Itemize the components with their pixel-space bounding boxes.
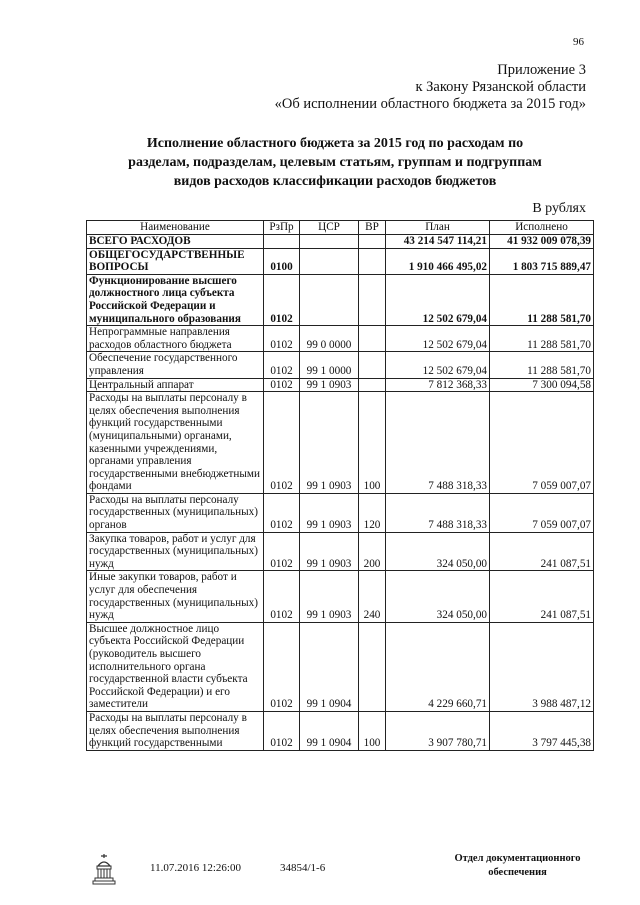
cell-plan: 7 488 318,33 bbox=[386, 493, 490, 532]
title-line-3: видов расходов классификации расходов бюджетов bbox=[173, 174, 497, 189]
cell-csr: 99 1 0903 bbox=[300, 378, 359, 392]
cell-csr: 99 1 0903 bbox=[300, 493, 359, 532]
footer-department bbox=[440, 852, 595, 880]
cell-done: 7 300 094,58 bbox=[490, 378, 594, 392]
appendix-line-2: к Закону Рязанской области bbox=[415, 79, 586, 95]
cell-done: 3 988 487,12 bbox=[490, 622, 594, 711]
cell-rzpr: 0102 bbox=[264, 711, 300, 750]
header-plan: План bbox=[386, 221, 490, 235]
cell-name: Расходы на выплаты персоналу в целях обеспечения выполнения функций государственными bbox=[87, 711, 264, 750]
cell-name: ОБЩЕГОСУДАРСТВЕННЫЕ ВОПРОСЫ bbox=[87, 248, 264, 274]
table-row bbox=[87, 378, 594, 392]
cell-done: 241 087,51 bbox=[490, 571, 594, 622]
cell-csr: 99 1 0903 bbox=[300, 532, 359, 571]
cell-csr: 99 1 0000 bbox=[300, 352, 359, 378]
cell-rzpr bbox=[264, 235, 300, 249]
cell-name: Закупка товаров, работ и услуг для государственных (муниципальных) нужд bbox=[87, 532, 264, 571]
document-title bbox=[100, 134, 570, 191]
cell-name: Расходы на выплаты персоналу в целях обеспечения выполнения функций государственными (муниципальными) органами, казенными учреждениями, органами управления государственными внебюджетными фондами bbox=[87, 392, 264, 494]
cell-name: Высшее должностное лицо субъекта Российской Федерации (руководитель высшего исполнительного органа государственной власти субъекта Российской Федерации) и его заместители bbox=[87, 622, 264, 711]
cell-vr bbox=[359, 622, 386, 711]
cell-vr bbox=[359, 378, 386, 392]
table-row bbox=[87, 392, 594, 494]
footer-dept-line-2: обеспечения bbox=[488, 867, 547, 878]
cell-done: 3 797 445,38 bbox=[490, 711, 594, 750]
cell-plan: 4 229 660,71 bbox=[386, 622, 490, 711]
cell-rzpr: 0102 bbox=[264, 493, 300, 532]
cell-csr bbox=[300, 235, 359, 249]
currency-note: В рублях bbox=[532, 201, 586, 216]
footer-date: 11.07.2016 12:26:00 bbox=[150, 862, 241, 874]
cell-vr: 200 bbox=[359, 532, 386, 571]
cell-done: 11 288 581,70 bbox=[490, 274, 594, 325]
table-header-row bbox=[87, 221, 594, 235]
cell-plan: 12 502 679,04 bbox=[386, 326, 490, 352]
cell-rzpr: 0102 bbox=[264, 571, 300, 622]
cell-plan: 324 050,00 bbox=[386, 532, 490, 571]
cell-rzpr: 0102 bbox=[264, 274, 300, 325]
cell-rzpr: 0102 bbox=[264, 392, 300, 494]
table-row bbox=[87, 532, 594, 571]
table-row bbox=[87, 711, 594, 750]
cell-name: Расходы на выплаты персоналу государственных (муниципальных) органов bbox=[87, 493, 264, 532]
table-row bbox=[87, 235, 594, 249]
cell-name: Обеспечение государственного управления bbox=[87, 352, 264, 378]
cell-plan: 7 812 368,33 bbox=[386, 378, 490, 392]
cell-rzpr: 0102 bbox=[264, 532, 300, 571]
cell-vr bbox=[359, 352, 386, 378]
table-row bbox=[87, 571, 594, 622]
cell-name: Центральный аппарат bbox=[87, 378, 264, 392]
budget-table bbox=[86, 220, 594, 751]
cell-rzpr: 0102 bbox=[264, 352, 300, 378]
cell-vr bbox=[359, 248, 386, 274]
cell-plan: 1 910 466 495,02 bbox=[386, 248, 490, 274]
cell-vr bbox=[359, 326, 386, 352]
cell-name: Иные закупки товаров, работ и услуг для обеспечения государственных (муниципальных) нужд bbox=[87, 571, 264, 622]
cell-done: 11 288 581,70 bbox=[490, 352, 594, 378]
cell-plan: 324 050,00 bbox=[386, 571, 490, 622]
cell-csr: 99 1 0903 bbox=[300, 392, 359, 494]
header-done: Исполнено bbox=[490, 221, 594, 235]
appendix-line-1: Приложение 3 bbox=[497, 62, 586, 78]
cell-csr: 99 1 0904 bbox=[300, 622, 359, 711]
cell-done: 7 059 007,07 bbox=[490, 392, 594, 494]
title-line-2: разделам, подразделам, целевым статьям, группам и подгруппам bbox=[128, 155, 542, 170]
cell-done: 11 288 581,70 bbox=[490, 326, 594, 352]
cell-done: 7 059 007,07 bbox=[490, 493, 594, 532]
cell-name: ВСЕГО РАСХОДОВ bbox=[87, 235, 264, 249]
cell-vr: 120 bbox=[359, 493, 386, 532]
cell-csr bbox=[300, 274, 359, 325]
cell-csr: 99 1 0904 bbox=[300, 711, 359, 750]
cell-vr: 100 bbox=[359, 392, 386, 494]
header-csr: ЦСР bbox=[300, 221, 359, 235]
cell-csr bbox=[300, 248, 359, 274]
cell-rzpr: 0102 bbox=[264, 622, 300, 711]
table-row bbox=[87, 274, 594, 325]
cell-rzpr: 0100 bbox=[264, 248, 300, 274]
appendix-header bbox=[275, 62, 586, 113]
cell-vr bbox=[359, 274, 386, 325]
table-row bbox=[87, 622, 594, 711]
cell-csr: 99 0 0000 bbox=[300, 326, 359, 352]
cell-vr bbox=[359, 235, 386, 249]
cell-rzpr: 0102 bbox=[264, 326, 300, 352]
cell-plan: 7 488 318,33 bbox=[386, 392, 490, 494]
cell-name: Функционирование высшего должностного лица субъекта Российской Федерации и муниципального образования bbox=[87, 274, 264, 325]
table-row bbox=[87, 248, 594, 274]
appendix-line-3: «Об исполнении областного бюджета за 2015 год» bbox=[274, 96, 586, 112]
page-number: 96 bbox=[573, 36, 584, 48]
cell-plan: 43 214 547 114,21 bbox=[386, 235, 490, 249]
table-row bbox=[87, 493, 594, 532]
cell-plan: 3 907 780,71 bbox=[386, 711, 490, 750]
cell-plan: 12 502 679,04 bbox=[386, 274, 490, 325]
cell-csr: 99 1 0903 bbox=[300, 571, 359, 622]
table-row bbox=[87, 352, 594, 378]
cell-done: 41 932 009 078,39 bbox=[490, 235, 594, 249]
header-rzpr: РзПр bbox=[264, 221, 300, 235]
duma-emblem-icon bbox=[92, 852, 116, 886]
cell-done: 1 803 715 889,47 bbox=[490, 248, 594, 274]
footer-dept-line-1: Отдел документационного bbox=[454, 853, 581, 864]
cell-vr: 240 bbox=[359, 571, 386, 622]
cell-name: Непрограммные направления расходов областного бюджета bbox=[87, 326, 264, 352]
table-row bbox=[87, 326, 594, 352]
cell-vr: 100 bbox=[359, 711, 386, 750]
cell-done: 241 087,51 bbox=[490, 532, 594, 571]
header-vr: ВР bbox=[359, 221, 386, 235]
cell-plan: 12 502 679,04 bbox=[386, 352, 490, 378]
header-name: Наименование bbox=[87, 221, 264, 235]
cell-rzpr: 0102 bbox=[264, 378, 300, 392]
footer-doc-number: 34854/1-6 bbox=[280, 862, 326, 874]
title-line-1: Исполнение областного бюджета за 2015 год по расходам по bbox=[146, 136, 524, 151]
